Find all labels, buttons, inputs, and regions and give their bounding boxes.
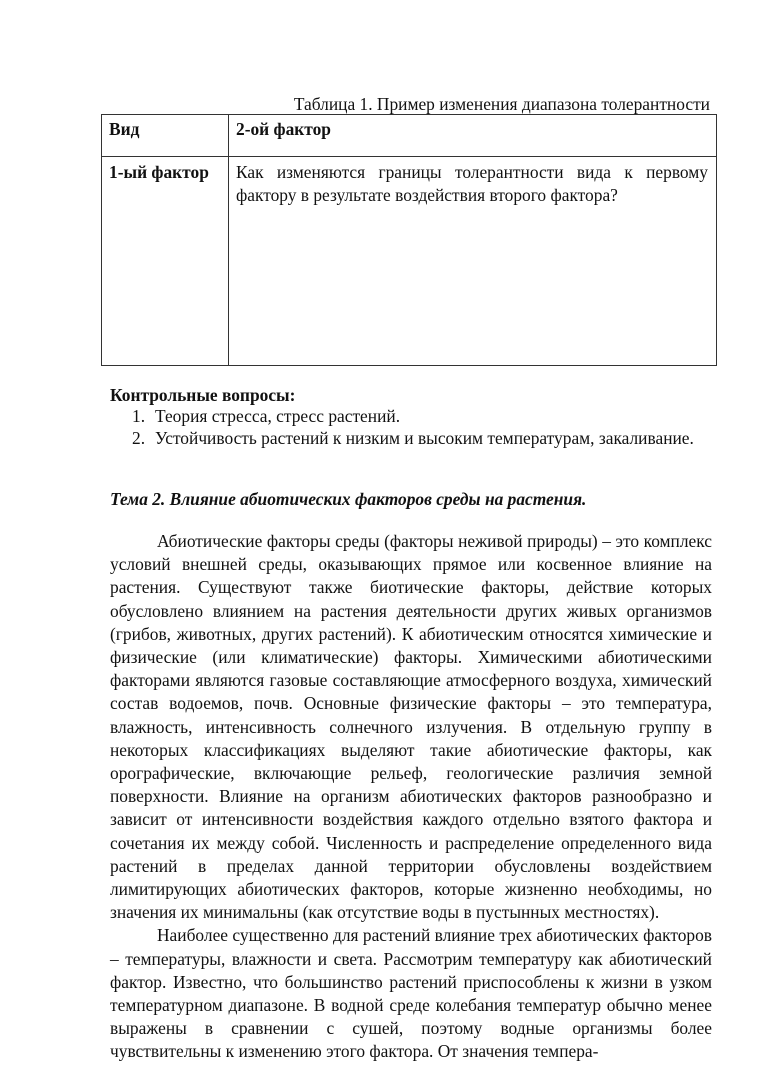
topic-heading: Тема 2. Влияние абиотических факторов среды на растения. [110,489,587,509]
table-cell-first-factor: 1-ый фактор [102,157,229,366]
table-row [102,157,717,366]
control-questions-list [110,405,716,449]
paragraph: Наиболее существенно для растений влияние трех абиотических факторов – температуры, влажности и света. Рассмотрим температуру как абиотический фактор. Известно, что большинство растений приспособлены к жизни в узком температурном диапазоне. В водной среде колебания температур обычно менее выражены в сравнении с сушей, поэтому водные организмы более чувствительны к изменению этого фактора. От значения темпера- [110,925,712,1062]
list-item-number: 1. [132,406,146,426]
list-item-number: 2. [132,428,146,448]
table-cell-question: Как изменяются границы толерантности вида к первому фактору в результате воздействия второго фактора? [229,157,717,366]
table-header-species: Вид [102,115,229,157]
control-questions-title: Контрольные вопросы: [110,385,296,405]
body-text [110,530,712,1064]
list-item [110,405,716,427]
list-item-text: Теория стресса, стресс растений. [155,406,401,426]
list-item-text: Устойчивость растений к низким и высоким температурам, закаливание. [155,428,694,448]
table-header-second-factor: 2-ой фактор [229,115,717,157]
table-caption: Таблица 1. Пример изменения диапазона толерантности [293,94,710,114]
table-header-row [102,115,717,157]
list-item [110,427,716,449]
paragraph: Абиотические факторы среды (факторы неживой природы) – это комплекс условий внешней среды, оказывающих прямое или косвенное влияние на растения. Существуют также биотические факторы, действие которых обусловлено влиянием на растения деятельности других живых организмов (грибов, животных, других растений). К абиотическим относятся химические и физические (или климатические) факторы. Химическими абиотическими факторами являются газовые составляющие атмосферного воздуха, химический состав водоемов, почв. Основные физические факторы – это температура, влажность, интенсивность солнечного излучения. В отдельную группу в некоторых классификациях выделяют такие абиотические факторы, как орографические, включающие рельеф, геологические различия земной поверхности. Влияние на организм абиотических факторов разнообразно и зависит от интенсивности воздействия каждого отдельно взятого фактора и сочетания их между собой. Численность и распределение определенного вида растений в пределах данной территории обусловлены воздействием лимитирующих абиотических факторов, которые жизненно необходимы, но значения их минимальны (как отсутствие воды в пустынных местностях). [110,531,712,923]
tolerance-table [101,114,717,366]
